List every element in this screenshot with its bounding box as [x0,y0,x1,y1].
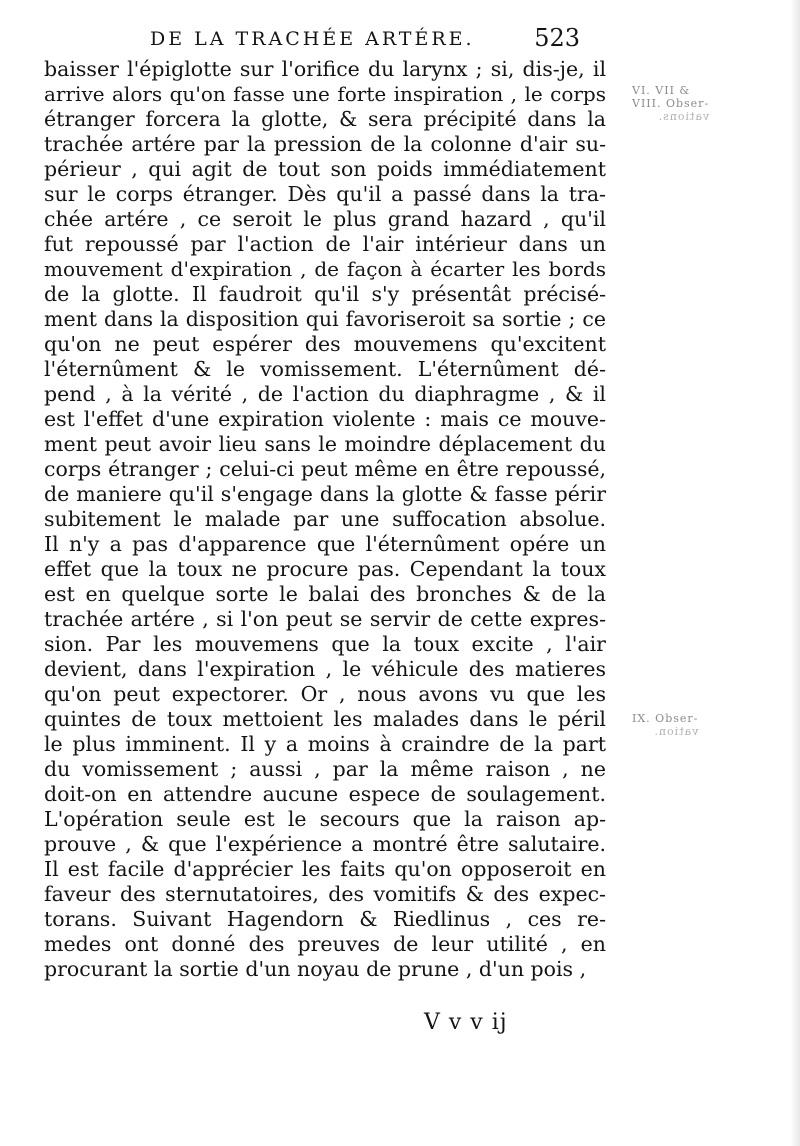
text-line: procurant la sortie d'un noyau de prune , d'un pois , [44,957,587,981]
text-line: est en quelque sorte le balai des bronches & de la [44,582,606,606]
margin-note-line: IX. Obser- [632,712,699,725]
text-line: medes ont donné des preuves de leur utilité , en [44,932,606,956]
text-line: de la glotte. Il faudroit qu'il s'y présentât précisé- [44,282,606,306]
text-line: du vomissement ; aussi , par la même raison , ne [44,757,606,781]
text-line: qu'on peut expectorer. Or , nous avons vu que les [44,682,606,706]
text-line: effet que la toux ne procure pas. Cependant la toux [44,557,606,581]
text-line: chée artére , ce seroit le plus grand hazard , qu'il [44,207,606,231]
text-line: torans. Suivant Hagendorn & Riedlinus , ces re- [44,907,606,931]
signature-mark: V v v ij [424,1010,508,1035]
margin-note-observation [632,712,698,738]
text-line: étranger forcera la glotte, & sera précipité dans la [44,107,606,131]
page-edge-shadow [790,0,800,1146]
text-line: trachée artére , si l'on peut se servir de cette expres- [44,607,606,631]
text-line: devient, dans l'expiration , le véhicule des matieres [44,657,606,681]
body-text [44,57,606,982]
page-number: 523 [534,24,580,52]
text-line: baisser l'épiglotte sur l'orifice du larynx ; si, dis-je, il [44,57,606,81]
text-line: corps étranger ; celui-ci peut même en être repoussé, [44,457,606,481]
text-line: est l'effet d'une expiration violente : mais ce mouve- [44,407,606,431]
text-line: prouve , & que l'expérience a montré être salutaire. [44,832,606,856]
text-line: trachée artére par la pression de la colonne d'air su- [44,132,606,156]
margin-note-line: vations. [657,110,710,123]
text-line: périeur , qui agit de tout son poids immédiatement [44,157,606,181]
text-line: le plus imminent. Il y a moins à craindre de la part [44,732,606,756]
text-line: quintes de toux mettoient les malades dans le péril [44,707,606,731]
text-line: L'opération seule est le secours que la raison ap- [44,807,606,831]
text-line: qu'on ne peut espérer des mouvemens qu'excitent [44,332,606,356]
text-line: mouvement d'expiration , de façon à écarter les bords [44,257,606,281]
text-line: ment peut avoir lieu sans le moindre déplacement du [44,432,606,456]
text-line: de maniere qu'il s'engage dans la glotte & fasse périr [44,482,606,506]
text-line: faveur des sternutatoires, des vomitifs & des expec- [44,882,606,906]
text-line: subitement le malade par une suffocation absolue. [44,507,606,531]
margin-note-line: vation. [653,725,699,738]
text-line: pend , à la vérité , de l'action du diaphragme , & il [44,382,606,406]
text-line: sur le corps étranger. Dès qu'il a passé dans la tra- [44,182,606,206]
text-line: Il n'y a pas d'apparence que l'éternûment opére un [44,532,606,556]
running-title: DE LA TRACHÉE ARTÉRE. [150,28,475,50]
margin-note-line: VI. VII & [632,84,691,97]
text-line: sion. Par les mouvemens que la toux excite , l'air [44,632,606,656]
text-line: l'éternûment & le vomissement. L'éternûment dé- [44,357,606,381]
text-line: arrive alors qu'on fasse une forte inspiration , le corps [44,82,606,106]
margin-note-observations [632,84,709,123]
running-head [140,24,580,58]
text-line: doit-on en attendre aucune espece de soulagement. [44,782,606,806]
margin-note-line: VIII. Obser- [632,97,710,110]
text-line: Il est facile d'apprécier les faits qu'on opposeroit en [44,857,606,881]
text-line: fut repoussé par l'action de l'air intérieur dans un [44,232,606,256]
text-line: ment dans la disposition qui favoriseroit sa sortie ; ce [44,307,606,331]
